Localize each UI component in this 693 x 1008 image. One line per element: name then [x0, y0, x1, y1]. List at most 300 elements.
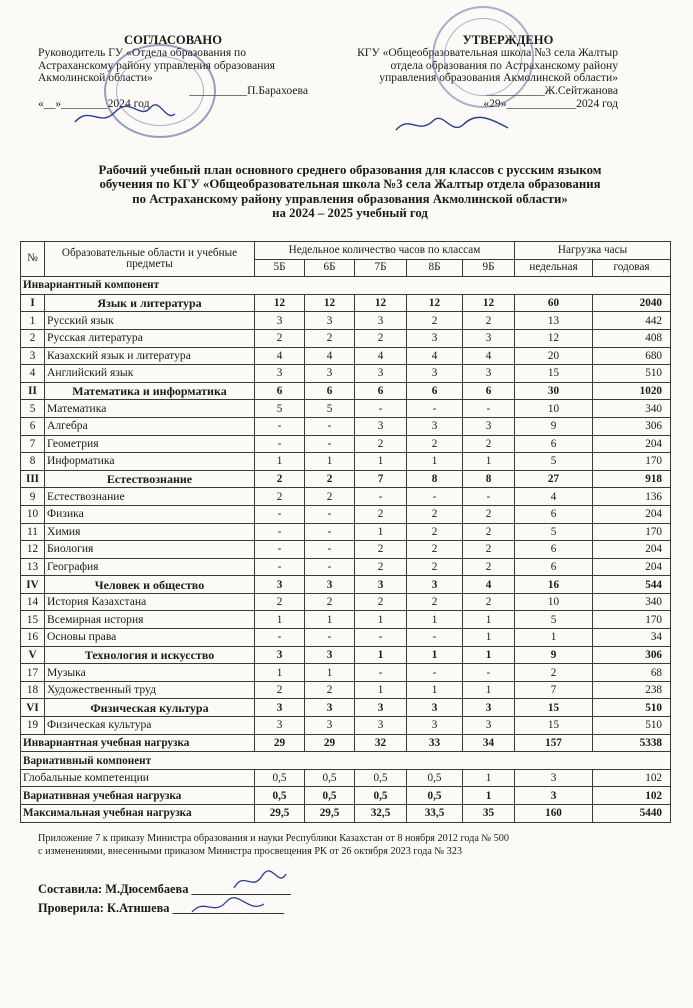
- subject-name: Биология: [45, 541, 255, 559]
- class-hours: -: [255, 558, 305, 576]
- curriculum-table: [20, 241, 671, 823]
- class-hours: 1: [355, 453, 407, 471]
- class-hours: 33,5: [407, 805, 463, 823]
- class-hours: -: [255, 505, 305, 523]
- class-hours: 4: [463, 576, 515, 594]
- class-hours: -: [305, 629, 355, 647]
- col-header-load: Нагрузка часы: [515, 242, 671, 260]
- table-row: [21, 787, 671, 805]
- area-name: Естествознание: [45, 470, 255, 488]
- subject-name: Алгебра: [45, 417, 255, 435]
- approval-left-signatory: __________П.Барахоева: [189, 84, 308, 98]
- table-row: [21, 541, 671, 559]
- subject-name: Математика: [45, 400, 255, 418]
- row-number: 1: [21, 312, 45, 330]
- weekly-hours: 15: [515, 365, 593, 383]
- class-hours: -: [355, 664, 407, 682]
- total-row-label: Вариативная учебная нагрузка: [21, 787, 255, 805]
- class-hours: 3: [463, 699, 515, 717]
- title-line: обучения по КГУ «Общеобразовательная школа №3 села Жалтыр отдела образования: [99, 177, 601, 192]
- class-hours: 2: [407, 505, 463, 523]
- class-hours: 12: [463, 294, 515, 312]
- yearly-hours: 510: [593, 365, 671, 383]
- class-hours: 32: [355, 734, 407, 752]
- class-hours: 2: [407, 435, 463, 453]
- yearly-hours: 34: [593, 629, 671, 647]
- weekly-hours: 6: [515, 505, 593, 523]
- weekly-hours: 5: [515, 523, 593, 541]
- class-hours: 3: [255, 646, 305, 664]
- class-hours: 29: [255, 734, 305, 752]
- row-number: IV: [21, 576, 45, 594]
- yearly-hours: 136: [593, 488, 671, 506]
- weekly-hours: 15: [515, 717, 593, 735]
- class-hours: 2: [407, 312, 463, 330]
- table-row: [21, 435, 671, 453]
- row-number: 16: [21, 629, 45, 647]
- table-row: [21, 382, 671, 400]
- weekly-hours: 7: [515, 681, 593, 699]
- col-header-class: 8Б: [407, 259, 463, 277]
- row-number: 10: [21, 505, 45, 523]
- yearly-hours: 306: [593, 417, 671, 435]
- signature-left-icon: [70, 100, 180, 130]
- class-hours: -: [407, 664, 463, 682]
- class-hours: 3: [355, 417, 407, 435]
- class-hours: 3: [305, 312, 355, 330]
- table-row: [21, 752, 671, 770]
- table-row: [21, 646, 671, 664]
- yearly-hours: 170: [593, 453, 671, 471]
- weekly-hours: 3: [515, 769, 593, 787]
- class-hours: 3: [255, 576, 305, 594]
- class-hours: 3: [355, 312, 407, 330]
- yearly-hours: 5440: [593, 805, 671, 823]
- checked-by: Проверила: К.Атишева __________________: [38, 901, 285, 915]
- class-hours: 6: [407, 382, 463, 400]
- class-hours: 32,5: [355, 805, 407, 823]
- weekly-hours: 9: [515, 646, 593, 664]
- weekly-hours: 15: [515, 699, 593, 717]
- class-hours: 1: [407, 646, 463, 664]
- yearly-hours: 5338: [593, 734, 671, 752]
- class-hours: 3: [463, 717, 515, 735]
- approval-right-title: УТВЕРЖДЕНО: [462, 33, 554, 47]
- class-hours: 1: [407, 611, 463, 629]
- area-name: Язык и литература: [45, 294, 255, 312]
- approval-right-signatory: __________Ж.Сейтжанова: [486, 84, 618, 98]
- class-hours: 12: [255, 294, 305, 312]
- weekly-hours: 12: [515, 329, 593, 347]
- class-hours: 0,5: [355, 787, 407, 805]
- class-hours: -: [407, 629, 463, 647]
- row-number: 8: [21, 453, 45, 471]
- class-hours: 3: [255, 699, 305, 717]
- weekly-hours: 2: [515, 664, 593, 682]
- class-hours: 2: [407, 541, 463, 559]
- class-hours: 1: [463, 629, 515, 647]
- class-hours: 3: [355, 576, 407, 594]
- approval-right-line: КГУ «Общеобразовательная школа №3 села Жалтыр: [357, 45, 618, 59]
- subject-name: Информатика: [45, 453, 255, 471]
- class-hours: 0,5: [407, 769, 463, 787]
- table-row: [21, 347, 671, 365]
- class-hours: 6: [355, 382, 407, 400]
- table-row: [21, 805, 671, 823]
- table-row: [21, 699, 671, 717]
- class-hours: 3: [407, 365, 463, 383]
- col-header-weekly: недельная: [515, 259, 593, 277]
- class-hours: 1: [255, 453, 305, 471]
- class-hours: 34: [463, 734, 515, 752]
- title-line: по Астраханскому району управления образования Акмолинской области»: [132, 191, 568, 206]
- weekly-hours: 10: [515, 593, 593, 611]
- class-hours: 1: [255, 611, 305, 629]
- class-hours: 1: [355, 523, 407, 541]
- class-hours: 2: [463, 312, 515, 330]
- class-hours: 1: [305, 453, 355, 471]
- table-row: [21, 453, 671, 471]
- row-number: 18: [21, 681, 45, 699]
- yearly-hours: 204: [593, 435, 671, 453]
- approval-left-line: Астраханскому району управления образования: [38, 58, 276, 72]
- class-hours: 3: [305, 699, 355, 717]
- yearly-hours: 510: [593, 717, 671, 735]
- subject-name: Физическая культура: [45, 717, 255, 735]
- class-hours: 2: [255, 681, 305, 699]
- weekly-hours: 160: [515, 805, 593, 823]
- class-hours: 2: [305, 329, 355, 347]
- subject-name: Геометрия: [45, 435, 255, 453]
- class-hours: 35: [463, 805, 515, 823]
- weekly-hours: 4: [515, 488, 593, 506]
- weekly-hours: 6: [515, 435, 593, 453]
- class-hours: 0,5: [255, 787, 305, 805]
- table-row: [21, 329, 671, 347]
- weekly-hours: 60: [515, 294, 593, 312]
- class-hours: 1: [463, 453, 515, 471]
- row-number: 9: [21, 488, 45, 506]
- row-number: 4: [21, 365, 45, 383]
- footnote: [38, 833, 598, 858]
- class-hours: -: [355, 400, 407, 418]
- class-hours: 2: [463, 523, 515, 541]
- class-hours: 0,5: [305, 769, 355, 787]
- official-seal-right: [432, 6, 534, 108]
- subject-name: Химия: [45, 523, 255, 541]
- class-hours: 3: [463, 365, 515, 383]
- class-hours: 2: [463, 435, 515, 453]
- document-title: [40, 163, 660, 221]
- weekly-hours: 5: [515, 453, 593, 471]
- class-hours: -: [305, 417, 355, 435]
- subject-name: Всемирная история: [45, 611, 255, 629]
- subject-name: Музыка: [45, 664, 255, 682]
- class-hours: -: [305, 505, 355, 523]
- row-number: 2: [21, 329, 45, 347]
- class-hours: 3: [255, 312, 305, 330]
- yearly-hours: 170: [593, 523, 671, 541]
- table-row: [21, 769, 671, 787]
- class-hours: 3: [305, 717, 355, 735]
- row-number: 13: [21, 558, 45, 576]
- class-hours: 6: [305, 382, 355, 400]
- class-hours: 2: [407, 593, 463, 611]
- row-number: III: [21, 470, 45, 488]
- table-row: [21, 277, 671, 295]
- subject-name: Глобальные компетенции: [21, 769, 255, 787]
- class-hours: 3: [305, 365, 355, 383]
- row-number: 5: [21, 400, 45, 418]
- class-hours: 8: [463, 470, 515, 488]
- table-body: [21, 277, 671, 822]
- class-hours: 5: [305, 400, 355, 418]
- row-number: 12: [21, 541, 45, 559]
- row-number: 17: [21, 664, 45, 682]
- class-hours: 1: [355, 681, 407, 699]
- class-hours: 12: [355, 294, 407, 312]
- yearly-hours: 170: [593, 611, 671, 629]
- row-number: 3: [21, 347, 45, 365]
- class-hours: 4: [305, 347, 355, 365]
- class-hours: -: [305, 435, 355, 453]
- yearly-hours: 204: [593, 505, 671, 523]
- class-hours: 1: [463, 646, 515, 664]
- col-header-weekly-by-class: Недельное количество часов по классам: [255, 242, 515, 260]
- component-group-label: Вариативный компонент: [21, 752, 671, 770]
- row-number: 6: [21, 417, 45, 435]
- class-hours: 1: [407, 453, 463, 471]
- class-hours: 12: [305, 294, 355, 312]
- class-hours: 3: [407, 576, 463, 594]
- row-number: VI: [21, 699, 45, 717]
- col-header-class: 6Б: [305, 259, 355, 277]
- class-hours: -: [255, 523, 305, 541]
- table-row: [21, 488, 671, 506]
- weekly-hours: 16: [515, 576, 593, 594]
- weekly-hours: 157: [515, 734, 593, 752]
- class-hours: 2: [255, 593, 305, 611]
- class-hours: 3: [305, 576, 355, 594]
- weekly-hours: 30: [515, 382, 593, 400]
- class-hours: 1: [305, 664, 355, 682]
- weekly-hours: 9: [515, 417, 593, 435]
- class-hours: 2: [463, 558, 515, 576]
- class-hours: -: [255, 541, 305, 559]
- col-header-yearly: годовая: [593, 259, 671, 277]
- class-hours: 2: [355, 541, 407, 559]
- title-line: Рабочий учебный план основного среднего образования для классов с русским языком: [98, 163, 602, 177]
- approval-right-date: «29»____________2024 год: [483, 96, 618, 110]
- class-hours: -: [355, 488, 407, 506]
- approval-right-line: отдела образования по Астраханскому району: [390, 58, 618, 72]
- row-number: II: [21, 382, 45, 400]
- yearly-hours: 102: [593, 787, 671, 805]
- class-hours: -: [255, 435, 305, 453]
- class-hours: -: [355, 629, 407, 647]
- class-hours: 1: [463, 611, 515, 629]
- yearly-hours: 306: [593, 646, 671, 664]
- yearly-hours: 544: [593, 576, 671, 594]
- class-hours: 1: [407, 681, 463, 699]
- class-hours: 3: [463, 417, 515, 435]
- table-row: [21, 523, 671, 541]
- class-hours: 2: [305, 681, 355, 699]
- subject-name: Русский язык: [45, 312, 255, 330]
- class-hours: 2: [355, 593, 407, 611]
- table-row: [21, 558, 671, 576]
- area-name: Технология и искусство: [45, 646, 255, 664]
- yearly-hours: 442: [593, 312, 671, 330]
- class-hours: 8: [407, 470, 463, 488]
- yearly-hours: 238: [593, 681, 671, 699]
- col-header-subject: Образовательные области и учебные предметы: [45, 242, 255, 277]
- class-hours: 3: [255, 717, 305, 735]
- table-row: [21, 593, 671, 611]
- area-name: Физическая культура: [45, 699, 255, 717]
- subject-name: Русская литература: [45, 329, 255, 347]
- weekly-hours: 13: [515, 312, 593, 330]
- subject-name: История Казахстана: [45, 593, 255, 611]
- footnote-line: с изменениями, внесенными приказом Министра просвещения РК от 26 октября 2023 года № 323: [38, 845, 462, 857]
- class-hours: 2: [463, 541, 515, 559]
- table-row: [21, 576, 671, 594]
- class-hours: 3: [305, 646, 355, 664]
- title-line: на 2024 – 2025 учебный год: [272, 206, 428, 221]
- table-row: [21, 629, 671, 647]
- class-hours: 2: [355, 435, 407, 453]
- class-hours: 1: [463, 787, 515, 805]
- subject-name: Физика: [45, 505, 255, 523]
- class-hours: 4: [355, 347, 407, 365]
- weekly-hours: 6: [515, 558, 593, 576]
- table-row: [21, 470, 671, 488]
- yearly-hours: 408: [593, 329, 671, 347]
- table-row: [21, 611, 671, 629]
- class-hours: 2: [355, 558, 407, 576]
- table-row: [21, 734, 671, 752]
- class-hours: 2: [355, 505, 407, 523]
- class-hours: 2: [255, 470, 305, 488]
- table-row: [21, 400, 671, 418]
- class-hours: 2: [255, 488, 305, 506]
- subject-name: Казахский язык и литература: [45, 347, 255, 365]
- class-hours: 0,5: [255, 769, 305, 787]
- class-hours: 3: [355, 717, 407, 735]
- row-number: 11: [21, 523, 45, 541]
- class-hours: 6: [255, 382, 305, 400]
- class-hours: 2: [305, 488, 355, 506]
- class-hours: 3: [463, 329, 515, 347]
- area-name: Математика и информатика: [45, 382, 255, 400]
- approval-right-line: управления образования Акмолинской области»: [379, 71, 618, 85]
- class-hours: 1: [355, 646, 407, 664]
- class-hours: 4: [255, 347, 305, 365]
- class-hours: -: [463, 488, 515, 506]
- class-hours: 2: [407, 523, 463, 541]
- class-hours: 29,5: [255, 805, 305, 823]
- class-hours: 29: [305, 734, 355, 752]
- subject-name: География: [45, 558, 255, 576]
- subject-name: Основы права: [45, 629, 255, 647]
- weekly-hours: 1: [515, 629, 593, 647]
- subject-name: Естествознание: [45, 488, 255, 506]
- yearly-hours: 2040: [593, 294, 671, 312]
- class-hours: 1: [463, 769, 515, 787]
- class-hours: 4: [463, 347, 515, 365]
- yearly-hours: 1020: [593, 382, 671, 400]
- class-hours: 5: [255, 400, 305, 418]
- class-hours: -: [305, 523, 355, 541]
- class-hours: -: [305, 558, 355, 576]
- table-row: [21, 505, 671, 523]
- approval-left-date: «__»________2024 год: [38, 96, 150, 110]
- yearly-hours: 918: [593, 470, 671, 488]
- table-row: [21, 664, 671, 682]
- col-header-class: 9Б: [463, 259, 515, 277]
- weekly-hours: 3: [515, 787, 593, 805]
- class-hours: 2: [305, 470, 355, 488]
- class-hours: 33: [407, 734, 463, 752]
- compiled-by: Составила: М.Дюсембаева ________________: [38, 882, 291, 896]
- yearly-hours: 102: [593, 769, 671, 787]
- class-hours: -: [255, 417, 305, 435]
- table-row: [21, 312, 671, 330]
- class-hours: 2: [463, 593, 515, 611]
- signature-right-icon: [392, 110, 512, 142]
- row-number: 15: [21, 611, 45, 629]
- weekly-hours: 10: [515, 400, 593, 418]
- class-hours: 0,5: [355, 769, 407, 787]
- class-hours: 0,5: [305, 787, 355, 805]
- yearly-hours: 68: [593, 664, 671, 682]
- class-hours: -: [255, 629, 305, 647]
- table-row: [21, 365, 671, 383]
- col-header-class: 5Б: [255, 259, 305, 277]
- subject-name: Английский язык: [45, 365, 255, 383]
- weekly-hours: 27: [515, 470, 593, 488]
- subject-name: Художественный труд: [45, 681, 255, 699]
- class-hours: 2: [305, 593, 355, 611]
- class-hours: 0,5: [407, 787, 463, 805]
- class-hours: -: [463, 664, 515, 682]
- class-hours: 3: [355, 365, 407, 383]
- class-hours: 6: [463, 382, 515, 400]
- class-hours: -: [407, 400, 463, 418]
- class-hours: 3: [407, 717, 463, 735]
- yearly-hours: 340: [593, 400, 671, 418]
- row-number: V: [21, 646, 45, 664]
- yearly-hours: 510: [593, 699, 671, 717]
- yearly-hours: 204: [593, 558, 671, 576]
- table-row: [21, 417, 671, 435]
- class-hours: 2: [407, 558, 463, 576]
- yearly-hours: 340: [593, 593, 671, 611]
- yearly-hours: 204: [593, 541, 671, 559]
- weekly-hours: 20: [515, 347, 593, 365]
- total-row-label: Максимальная учебная нагрузка: [21, 805, 255, 823]
- class-hours: 12: [407, 294, 463, 312]
- class-hours: -: [407, 488, 463, 506]
- class-hours: 1: [255, 664, 305, 682]
- class-hours: 1: [305, 611, 355, 629]
- approval-left-line: Руководитель ГУ «Отдела образования по: [38, 45, 247, 59]
- total-row-label: Инвариантная учебная нагрузка: [21, 734, 255, 752]
- table-row: [21, 717, 671, 735]
- class-hours: 1: [355, 611, 407, 629]
- class-hours: 1: [463, 681, 515, 699]
- class-hours: 3: [407, 699, 463, 717]
